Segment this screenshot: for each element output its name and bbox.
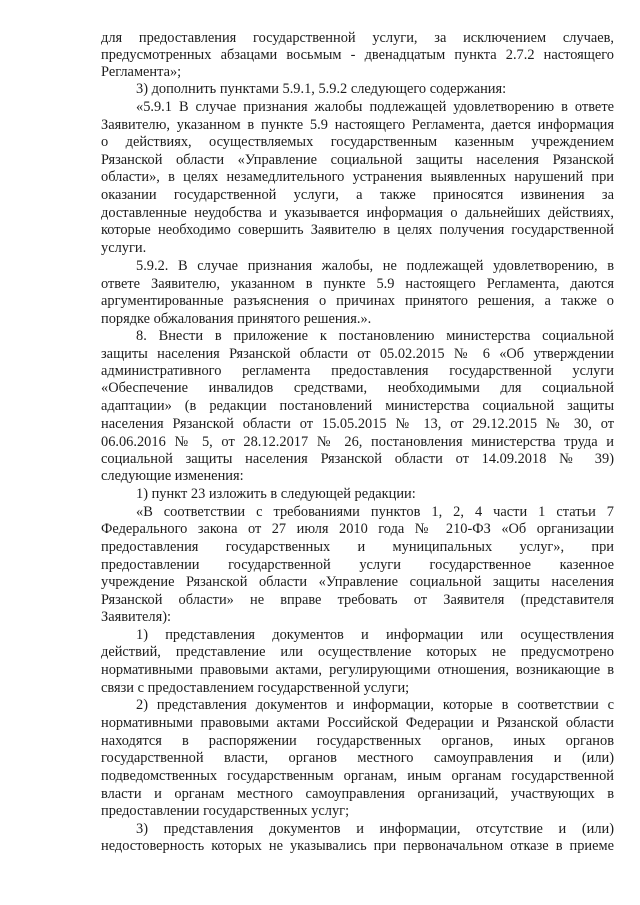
text-line: «Обеспечение инвалидов средствами, необходимыми для социальной bbox=[101, 380, 614, 396]
text-line: недостоверность которых не указывались при первоначальном отказе в приеме bbox=[101, 838, 614, 854]
text-line: 2) представления документов и информации, которые в соответствии с bbox=[136, 697, 614, 713]
text-line: власти и органам местного самоуправления организаций, участвующих в bbox=[101, 786, 614, 802]
text-line: учреждение Рязанской области «Управление социальной защиты населения bbox=[101, 574, 614, 590]
text-line: действий, представление или осуществление которых не предусмотрено bbox=[101, 644, 614, 660]
text-line: аргументированные разъяснения о причинах принятого решения, а также о bbox=[101, 293, 614, 309]
text-line: подведомственных государственным органам, иным органам государственной bbox=[101, 768, 614, 784]
text-line: предусмотренных абзацами восьмым - двенадцатым пункта 2.7.2 настоящего bbox=[101, 47, 614, 63]
text-line: административного регламента предоставления государственной услуги bbox=[101, 363, 614, 379]
text-line: государственной власти, органов местного самоуправления и (или) bbox=[101, 750, 614, 766]
text-line: предоставлении государственной услуги государственное казенное bbox=[101, 557, 614, 573]
text-line: Рязанской области «Управление социальной защиты населения Рязанской bbox=[101, 152, 614, 168]
text-line: населения Рязанской области от 15.05.2015 № 13, от 29.12.2015 № 30, от bbox=[101, 416, 614, 432]
text-line: «5.9.1 В случае признания жалобы подлежащей удовлетворению в ответе bbox=[136, 99, 614, 115]
text-line: Регламента»; bbox=[101, 64, 182, 80]
text-line: нормативными правовыми актами Российской Федерации и Рязанской области bbox=[101, 715, 614, 731]
text-line: следующие изменения: bbox=[101, 468, 244, 484]
text-line: предоставлении государственных услуг; bbox=[101, 803, 350, 819]
text-line: защиты населения Рязанской области от 05.02.2015 № 6 «Об утверждении bbox=[101, 346, 614, 362]
text-line: ответе Заявителю, указанном в пункте 5.9 настоящего Регламента, даются bbox=[101, 276, 614, 292]
text-line: которые необходимо совершить Заявителю в целях получения государственной bbox=[101, 222, 614, 238]
text-line: 8. Внести в приложение к постановлению министерства социальной bbox=[136, 328, 614, 344]
text-line: Заявителю, указанном в пункте 5.9 настоящего Регламента, дается информация bbox=[101, 117, 614, 133]
text-line: услуги. bbox=[101, 240, 147, 256]
text-line: нормативными правовыми актами, регулирующими отношения, возникающие в bbox=[101, 662, 614, 678]
text-line: 1) пункт 23 изложить в следующей редакции: bbox=[136, 486, 416, 502]
text-line: 1) представления документов и информации или осуществления bbox=[136, 627, 614, 643]
text-line: порядке обжалования принятого решения.». bbox=[101, 311, 372, 327]
text-line: 3) представления документов и информации, отсутствие и (или) bbox=[136, 821, 614, 837]
text-line: предоставления государственных и муниципальных услуг», при bbox=[101, 539, 614, 555]
text-line: 5.9.2. В случае признания жалобы, не подлежащей удовлетворению, в bbox=[136, 258, 614, 274]
text-line: 3) дополнить пунктами 5.9.1, 5.9.2 следующего содержания: bbox=[136, 81, 507, 97]
text-line: находятся в распоряжении государственных органов, иных органов bbox=[101, 733, 614, 749]
text-line: адаптации» (в редакции постановлений министерства социальной защиты bbox=[101, 398, 614, 414]
text-line: Заявителя): bbox=[101, 609, 171, 625]
text-line: области», в целях незамедлительного устранения выявленных нарушений при bbox=[101, 169, 614, 185]
text-line: «В соответствии с требованиями пунктов 1, 2, 4 части 1 статьи 7 bbox=[136, 504, 614, 520]
text-line: связи с предоставлением государственной услуги; bbox=[101, 680, 410, 696]
text-line: Федерального закона от 27 июля 2010 года № 210-ФЗ «Об организации bbox=[101, 521, 614, 537]
text-line: для предоставления государственной услуги, за исключением случаев, bbox=[101, 30, 614, 46]
text-line: о действиях, осуществляемых государственным казенным учреждением bbox=[101, 134, 614, 150]
text-line: оказании государственной услуги, а также приносятся извинения за bbox=[101, 187, 614, 203]
text-line: доставленные неудобства и указывается информация о дальнейших действиях, bbox=[101, 205, 614, 221]
text-line: Рязанской области» не вправе требовать от Заявителя (представителя bbox=[101, 592, 614, 608]
text-line: 06.06.2016 № 5, от 28.12.2017 № 26, постановления министерства труда и bbox=[101, 434, 614, 450]
text-line: социальной защиты населения Рязанской области от 14.09.2018 № 39) bbox=[101, 451, 614, 467]
